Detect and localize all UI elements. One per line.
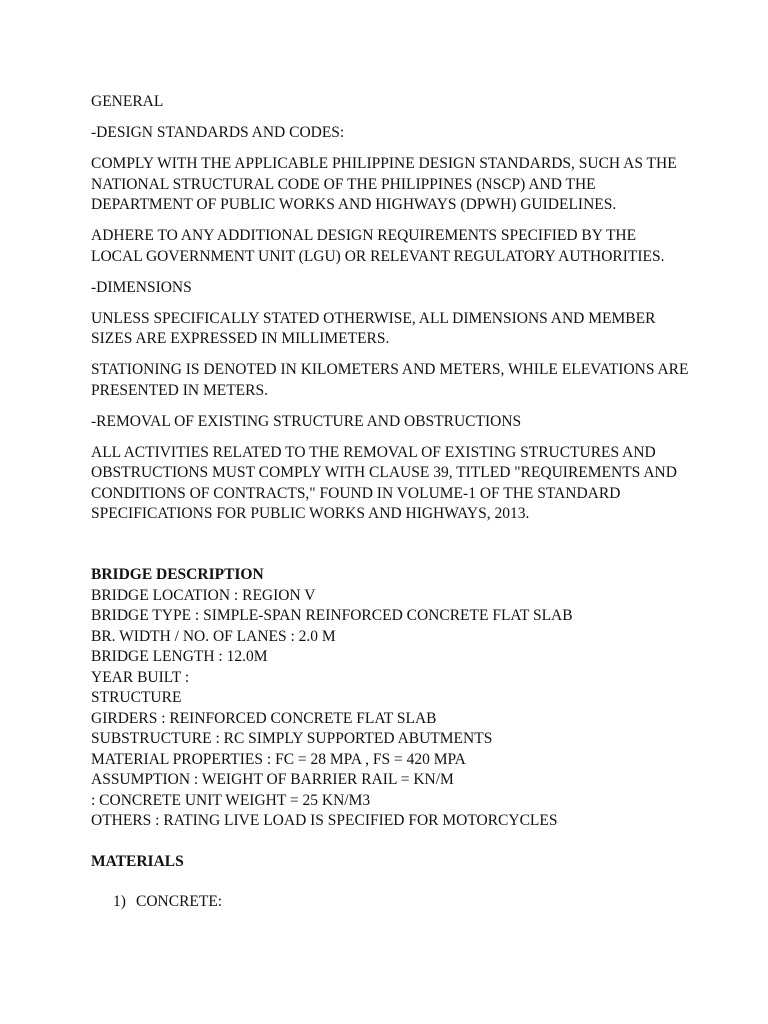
- list-item-number: 1): [113, 893, 126, 910]
- dimensions-heading: -DIMENSIONS: [91, 278, 192, 296]
- materials-heading: MATERIALS: [91, 852, 184, 870]
- bridge-description-heading: BRIDGE DESCRIPTION: [91, 566, 264, 583]
- removal-heading: -REMOVAL OF EXISTING STRUCTURE AND OBSTRUCTIONS: [91, 412, 522, 430]
- document-body: [91, 92, 691, 913]
- bridge-description-line: YEAR BUILT :: [91, 668, 190, 686]
- list-item-label: CONCRETE:: [136, 893, 223, 910]
- design-standards-paragraph: ADHERE TO ANY ADDITIONAL DESIGN REQUIREMENTS SPECIFIED BY THE LOCAL GOVERNMENT UNIT (LGU) OR RELEVANT REGULATORY AUTHORITIES.: [91, 227, 665, 265]
- bridge-description-line: ASSUMPTION : WEIGHT OF BARRIER RAIL = KN/M: [91, 771, 454, 788]
- bridge-description-line: BRIDGE TYPE : SIMPLE-SPAN REINFORCED CONCRETE FLAT SLAB: [91, 607, 573, 624]
- bridge-description-line: : CONCRETE UNIT WEIGHT = 25 KN/M3: [91, 791, 371, 809]
- dimensions-paragraph: STATIONING IS DENOTED IN KILOMETERS AND METERS, WHILE ELEVATIONS ARE PRESENTED IN METERS.: [91, 361, 689, 399]
- bridge-description-section: [91, 565, 691, 832]
- general-heading: GENERAL: [91, 93, 164, 110]
- bridge-description-line: SUBSTRUCTURE : RC SIMPLY SUPPORTED ABUTMENTS: [91, 730, 493, 747]
- bridge-description-line: OTHERS : RATING LIVE LOAD IS SPECIFIED FOR MOTORCYCLES: [91, 812, 558, 829]
- bridge-description-line: GIRDERS : REINFORCED CONCRETE FLAT SLAB: [91, 709, 437, 727]
- bridge-description-line: BRIDGE LENGTH : 12.0M: [91, 648, 268, 665]
- removal-paragraph: ALL ACTIVITIES RELATED TO THE REMOVAL OF EXISTING STRUCTURES AND OBSTRUCTIONS MUST COMPLY WITH CLAUSE 39, TITLED "REQUIREMENTS AND CONDITIONS OF CONTRACTS," FOUND IN VOLUME-1 OF THE STANDARD SPECIFICATIONS FOR PUBLIC WORKS AND HIGHWAYS, 2013.: [91, 443, 677, 522]
- design-standards-heading: -DESIGN STANDARDS AND CODES:: [91, 124, 345, 141]
- design-standards-paragraph: COMPLY WITH THE APPLICABLE PHILIPPINE DESIGN STANDARDS, SUCH AS THE NATIONAL STRUCTURAL CODE OF THE PHILIPPINES (NSCP) AND THE DEPARTMENT OF PUBLIC WORKS AND HIGHWAYS (DPWH) GUIDELINES.: [91, 155, 677, 213]
- section-spacer: [91, 535, 691, 565]
- dimensions-paragraph: UNLESS SPECIFICALLY STATED OTHERWISE, ALL DIMENSIONS AND MEMBER SIZES ARE EXPRESSED IN MILLIMETERS.: [91, 309, 656, 347]
- list-item: [91, 892, 691, 913]
- bridge-description-line: BRIDGE LOCATION : REGION V: [91, 586, 316, 604]
- bridge-description-line: MATERIAL PROPERTIES : FC = 28 MPA , FS = 420 MPA: [91, 750, 466, 768]
- bridge-description-line: STRUCTURE: [91, 689, 182, 706]
- materials-section: [91, 852, 691, 913]
- bridge-description-line: BR. WIDTH / NO. OF LANES : 2.0 M: [91, 627, 336, 645]
